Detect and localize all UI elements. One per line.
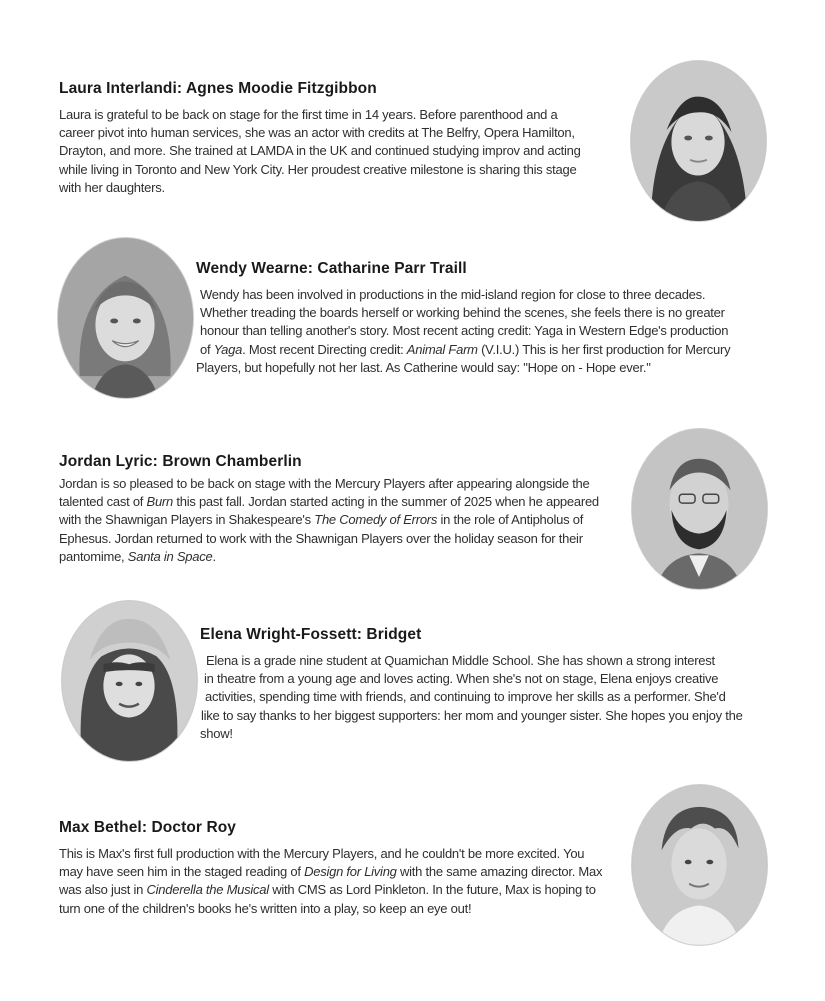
production-title: Santa in Space: [127, 548, 213, 564]
headshot-image: [58, 238, 193, 398]
bio-text: [59, 106, 619, 197]
text-run: (V.I.U.) This is her first production for Mercury: [477, 341, 731, 357]
headshot-photo: [631, 784, 768, 946]
text-run: of: [200, 341, 214, 357]
bio-line: turn one of the children's books he's written into a play, so keep an eye out!: [59, 900, 472, 916]
text-run: was also just in: [59, 882, 147, 898]
bio-line: Drayton, and more. She trained at LAMDA in the UK and continued studying improv and acting: [59, 143, 581, 159]
text-run: with the Shawnigan Players in Shakespeare's: [59, 512, 315, 528]
production-title: Burn: [146, 494, 173, 510]
bio-line: Whether treading the boards herself or working behind the scenes, she feels there is no greater: [200, 305, 725, 321]
bio-line: Elena is a grade nine student at Quamichan Middle School. She has shown a strong interest: [206, 653, 715, 668]
headshot-photo: [631, 428, 768, 590]
headshot-photo: [61, 600, 198, 762]
bio-laura-interlandi: [59, 80, 619, 197]
bio-line: [59, 548, 639, 566]
production-title: Animal Farm: [406, 341, 478, 357]
bio-wendy-wearne: [196, 260, 796, 377]
text-run: with CMS as Lord Pinkleton. In the future, Max is hoping to: [268, 882, 596, 898]
text-run: in the role of Antipholus of: [437, 512, 584, 528]
bio-line: in theatre from a young age and loves acting. When she's not on stage, Elena enjoys creative: [204, 671, 719, 687]
bio-elena-wright-fossett: [200, 626, 800, 743]
headshot-photo: [57, 237, 194, 399]
bio-line: show!: [200, 725, 233, 741]
text-run: talented cast of: [59, 494, 147, 510]
bio-line: activities, spending time with friends, and continuing to improve her skills as a performer. She'd: [205, 689, 726, 705]
bio-line: [59, 493, 639, 511]
bio-jordan-lyric: [59, 453, 639, 566]
text-run: with the same amazing director. Max: [396, 864, 603, 880]
bio-line: while living in Toronto and New York City. Her proudest creative milestone is sharing this stage: [59, 161, 577, 177]
headshot-image: [631, 61, 766, 221]
bio-line: career pivot into human services, she was an actor with credits at The Belfry, Opera Hamilton,: [59, 125, 575, 141]
text-run: . Most recent Directing credit:: [242, 341, 407, 357]
production-title: Yaga: [213, 341, 243, 357]
text-run: .: [212, 548, 216, 564]
bio-line: honour than telling another's story. Most recent acting credit: Yaga in Western Edge's production: [200, 323, 729, 339]
bio-line: Ephesus. Jordan returned to work with the Shawnigan Players over the holiday season for their: [59, 530, 583, 546]
bio-line: Wendy has been involved in productions in the mid-island region for close to three decades.: [200, 287, 706, 302]
bio-line: [59, 863, 629, 881]
production-title: Cinderella the Musical: [146, 882, 269, 898]
bio-line: with her daughters.: [59, 179, 165, 195]
bio-line: like to say thanks to her biggest supporters: her mom and younger sister. She hopes you enjoy the: [201, 707, 743, 723]
bio-heading: Jordan Lyric: Brown Chamberlin: [59, 453, 302, 470]
bio-heading: Elena Wright-Fossett: Bridget: [200, 626, 422, 643]
bio-line: [200, 341, 796, 359]
bio-text: [196, 286, 796, 377]
production-title: Design for Living: [304, 864, 397, 880]
text-run: pantomime,: [59, 548, 128, 564]
bio-text: [59, 845, 629, 918]
bio-heading: Max Bethel: Doctor Roy: [59, 819, 237, 836]
text-run: may have seen him in the staged reading of: [59, 864, 305, 880]
bio-line: Jordan is so pleased to be back on stage with the Mercury Players after appearing alongside the: [59, 476, 590, 491]
bio-max-bethel: [59, 819, 629, 918]
bio-text: [200, 652, 800, 743]
headshot-image: [632, 429, 767, 589]
bio-line: [59, 511, 639, 529]
bio-heading: Laura Interlandi: Agnes Moodie Fitzgibbon: [59, 80, 377, 97]
headshot-image: [62, 601, 197, 761]
headshot-image: [632, 785, 767, 945]
bio-line: [59, 881, 629, 899]
text-run: this past fall. Jordan started acting in the summer of 2025 when he appeared: [173, 494, 599, 510]
bio-line: Laura is grateful to be back on stage for the first time in 14 years. Before parenthood and a: [59, 107, 558, 122]
headshot-photo: [630, 60, 767, 222]
bio-heading: Wendy Wearne: Catharine Parr Traill: [196, 260, 467, 277]
bio-line: Players, but hopefully not her last. As Catherine would say: "Hope on - Hope ever.": [196, 359, 651, 375]
bio-line: This is Max's first full production with the Mercury Players, and he couldn't be more excited. You: [59, 846, 585, 861]
production-title: The Comedy of Errors: [314, 512, 438, 528]
bio-text: [59, 475, 639, 566]
